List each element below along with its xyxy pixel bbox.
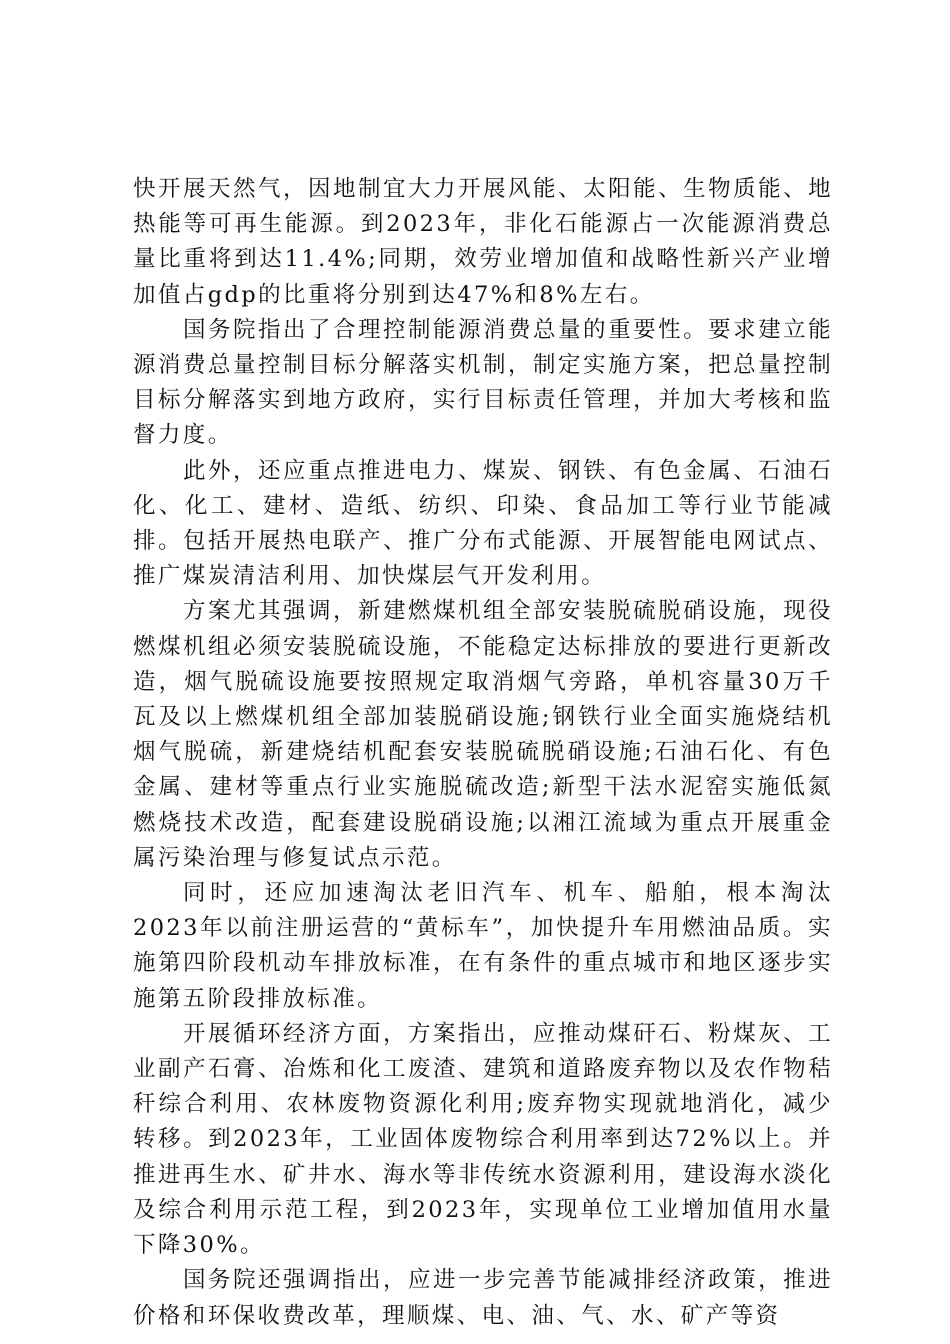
paragraph-renewable-energy: 快开展天然气，因地制宜大力开展风能、太阳能、生物质能、地热能等可再生能源。到2023年，非化石能源占一次能源消费总量比重将到达11.4%;同期，效劳业增加值和战略性新兴产业增加值占gdp的比重将分别到达47%和8%左右。	[133, 176, 833, 308]
paragraph-industry-energy-saving: 此外，还应重点推进电力、煤炭、钢铁、有色金属、石油石化、化工、建材、造纸、纺织、印染、食品加工等行业节能减排。包括开展热电联产、推广分布式能源、开展智能电网试点、推广煤炭清洁利用、加快煤层气开发利用。	[133, 457, 833, 590]
document-body	[133, 172, 833, 1334]
paragraph-circular-economy: 开展循环经济方面，方案指出，应推动煤矸石、粉煤灰、工业副产石膏、冶炼和化工废渣、建筑和道路废弃物以及农作物秸秆综合利用、农林废物资源化利用;废弃物实现就地消化，减少转移。到2023年，工业固体废物综合利用率到达72%以上。并推进再生水、矿井水、海水等非传统水资源利用，建设海水淡化及综合利用示范工程，到2023年，实现单位工业增加值用水量下降30%。	[133, 1020, 833, 1259]
paragraph-energy-total-control: 国务院指出了合理控制能源消费总量的重要性。要求建立能源消费总量控制目标分解落实机制，制定实施方案，把总量控制目标分解落实到地方政府，实行目标责任管理，并加大考核和监督力度。	[133, 316, 833, 449]
paragraph-desulfurization: 方案尤其强调，新建燃煤机组全部安装脱硫脱硝设施，现役燃煤机组必须安装脱硫设施，不能稳定达标排放的要进行更新改造，烟气脱硫设施要按照规定取消烟气旁路，单机容量30万千瓦及以上燃煤机组全部加装脱硝设施;钢铁行业全面实施烧结机烟气脱硫，新建烧结机配套安装脱硫脱硝设施;石油石化、有色金属、建材等重点行业实施脱硫改造;新型干法水泥窑实施低氮燃烧技术改造，配套建设脱硝设施;以湘江流域为重点开展重金属污染治理与修复试点示范。	[133, 598, 833, 871]
paragraph-vehicle-emissions: 同时，还应加速淘汰老旧汽车、机车、船舶，根本淘汰2023年以前注册运营的“黄标车”，加快提升车用燃油品质。实施第四阶段机动车排放标准，在有条件的重点城市和地区逐步实施第五阶段排放标准。	[133, 880, 833, 1012]
paragraph-economic-policy: 国务院还强调指出，应进一步完善节能减排经济政策，推进价格和环保收费改革，理顺煤、电、油、气、水、矿产等资	[133, 1267, 833, 1329]
